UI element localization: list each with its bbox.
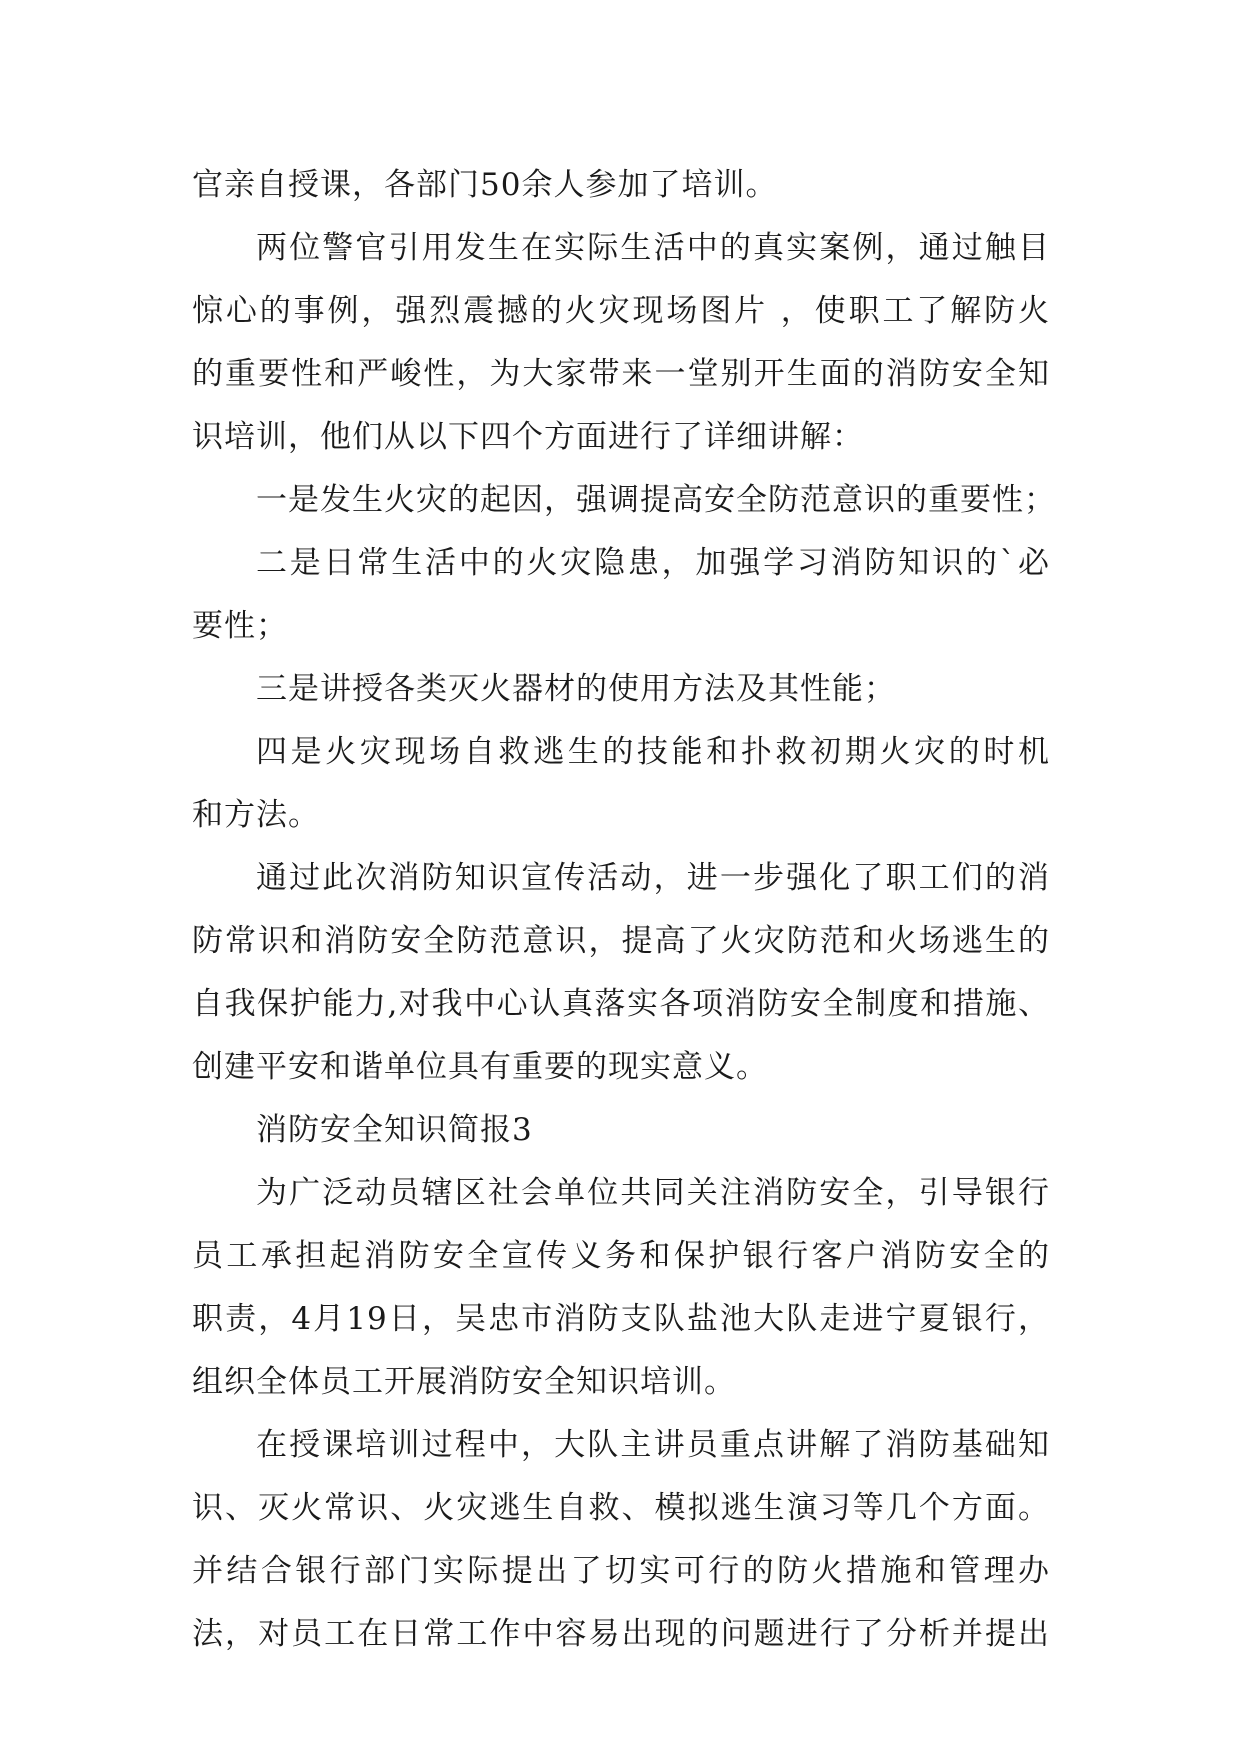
text-line: 两位警官引用发生在实际生活中的真实案例，通过触目 [256, 230, 1050, 266]
text-line: 四是火灾现场自救逃生的技能和扑救初期火灾的时机 [256, 734, 1050, 770]
text-line: 识培训，他们从以下四个方面进行了详细讲解： [192, 419, 864, 455]
text-line: 识、灭火常识、火灾逃生自救、模拟逃生演习等几个方面。 [192, 1490, 1050, 1526]
section-heading: 消防安全知识简报3 [256, 1112, 533, 1148]
text-line: 的重要性和严峻性，为大家带来一堂别开生面的消防安全知 [192, 356, 1050, 392]
text-line: 通过此次消防知识宣传活动，进一步强化了职工们的消 [256, 860, 1050, 896]
text-line: 要性； [192, 608, 288, 644]
text-line: 自我保护能力,对我中心认真落实各项消防安全制度和措施、 [192, 986, 1050, 1022]
text-line: 官亲自授课，各部门50余人参加了培训。 [192, 167, 778, 203]
text-line: 并结合银行部门实际提出了切实可行的防火措施和管理办 [192, 1553, 1050, 1589]
text-line: 法，对员工在日常工作中容易出现的问题进行了分析并提出 [192, 1616, 1050, 1652]
text-line: 惊心的事例，强烈震撼的火灾现场图片 ，使职工了解防火 [192, 293, 1050, 329]
text-line: 和方法。 [192, 797, 320, 833]
text-line: 员工承担起消防安全宣传义务和保护银行客户消防安全的 [192, 1238, 1050, 1274]
text-line: 职责，4月19日，吴忠市消防支队盐池大队走进宁夏银行， [192, 1301, 1050, 1337]
text-line: 防常识和消防安全防范意识，提高了火灾防范和火场逃生的 [192, 923, 1050, 959]
text-line: 为广泛动员辖区社会单位共同关注消防安全，引导银行 [256, 1175, 1050, 1211]
text-line: 在授课培训过程中，大队主讲员重点讲解了消防基础知 [256, 1427, 1050, 1463]
text-line: 组织全体员工开展消防安全知识培训。 [192, 1364, 736, 1400]
text-line: 二是日常生活中的火灾隐患，加强学习消防知识的`必 [256, 545, 1050, 581]
text-line: 三是讲授各类灭火器材的使用方法及其性能； [256, 671, 896, 707]
text-line: 一是发生火灾的起因，强调提高安全防范意识的重要性； [256, 482, 1056, 518]
text-line: 创建平安和谐单位具有重要的现实意义。 [192, 1049, 768, 1085]
